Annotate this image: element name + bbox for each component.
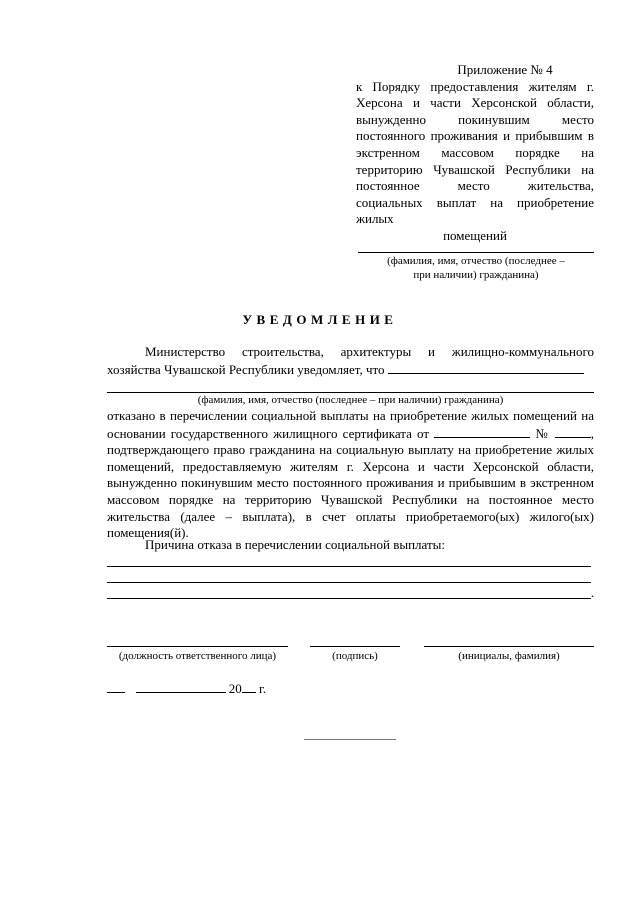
reason-line-3 xyxy=(107,598,591,599)
position-line xyxy=(107,646,288,647)
reason-label: Причина отказа в перечислении социальной выплаты: xyxy=(145,537,446,552)
citizen-name-caption: (фамилия, имя, отчество (последнее – при наличии) гражданина) xyxy=(197,394,504,406)
reason-line-1 xyxy=(107,566,591,567)
signature-caption: (подпись) xyxy=(332,650,378,662)
main-paragraph xyxy=(107,408,594,542)
date-year-prefix: 20 xyxy=(228,681,242,696)
intro-text: Министерство строительства, архитектуры и жилищно-коммунального хозяйства Чувашской Республики уведомляет, что xyxy=(107,344,594,377)
initials-line xyxy=(424,646,594,647)
signature-line xyxy=(310,646,400,647)
number-sign: № xyxy=(535,425,550,441)
initials-caption: (инициалы, фамилия) xyxy=(458,650,560,662)
certificate-date-fill xyxy=(434,425,530,438)
recipient-caption-line1: (фамилия, имя, отчество (последнее – xyxy=(387,255,565,267)
recipient-caption-line2: при наличии) гражданина) xyxy=(413,269,539,281)
date-year-suffix: г. xyxy=(259,681,267,696)
main-text-part2: , подтверждающего право гражданина на социальную выплату на приобретение жилых помещений, предоставляемую жителям г. Херсона и части Херсонской области, вынужденно покинувшим место постоянного проживания и прибывшим в экстренном массовом порядке на территорию Чувашской Республики на постоянное место жительства (далее – выплата), в счет оплаты приобретаемого(ых) жилого(ых) помещения(й). xyxy=(107,425,595,541)
date-day-fill xyxy=(107,680,125,693)
certificate-number-fill xyxy=(555,425,591,438)
recipient-caption xyxy=(358,254,594,282)
position-caption: (должность ответственного лица) xyxy=(118,650,277,662)
appendix-block xyxy=(356,62,594,245)
date-month-fill xyxy=(136,680,226,693)
document-title: УВЕДОМЛЕНИЕ xyxy=(242,312,398,327)
appendix-text: к Порядку предоставления жителям г. Херсона и части Херсонской области, вынужденно покинувшим место постоянного проживания и прибывшим в экстренном массовом порядке на территорию Чувашской Республики на постоянное место жительства, социальных выплат на приобретение жилых xyxy=(356,78,594,227)
main-text-part1: отказано в перечислении социальной выплаты на приобретение жилых помещений на основании государственного жилищного сертификата от xyxy=(107,408,594,441)
intro-fill-line xyxy=(388,361,584,374)
date-year-fill xyxy=(242,680,256,693)
intro-paragraph xyxy=(107,344,594,378)
appendix-text-last: помещений xyxy=(443,227,507,243)
recipient-name-line xyxy=(358,252,594,253)
date-line xyxy=(107,680,266,697)
appendix-heading: Приложение № 4 xyxy=(457,62,553,77)
reason-line-2 xyxy=(107,582,591,583)
bottom-divider xyxy=(304,739,396,740)
reason-period: . xyxy=(591,585,595,600)
